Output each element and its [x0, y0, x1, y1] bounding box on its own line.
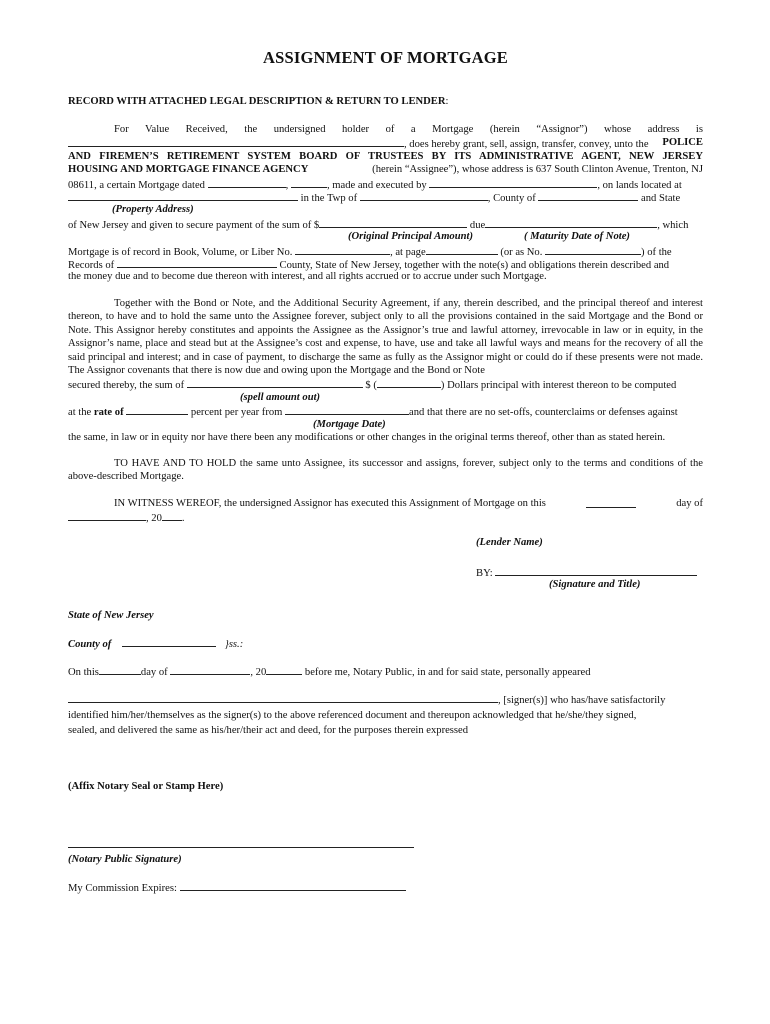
caption-mortgage-date: (Mortgage Date)	[313, 418, 386, 430]
notary-identified: identified him/her/themselves as the signer(s) to the above referenced document and thereupon acknowledged that he/she/they signed, sealed, and delivered the same as his/her/their act and deed, for the purposes therein expressed	[68, 710, 637, 737]
notary-county-line: County of }ss.:	[68, 636, 243, 651]
p2-body: Together with the Bond or Note, and the Additional Security Agreement, if any, therein described, and the principal thereof and interest thereon, to have and to hold the same unto the Assignee forever, subject only to all the provisions contained in the said Mortgage and the Bond or Note. This Assignor hereby constitutes and appoints the Assignee as the Assignor’s true and lawful attorney, irrevocable in law or in equity, in the Assignor’s name, place and stead but at the Assignee’s cost and expense, to have, use and take all lawful ways and means for the recovery of all the said principal and interest; and in case of payment, to discharge the same as fully as the Assignor might or could do if these presents were not made. The Assignor covenants that there is now due and owing upon the Mortgage and the Bond or Note	[68, 298, 703, 377]
p2-last-line: the same, in law or in equity nor have there been any modifications or other changes in the original terms thereof, other than as stated herein.	[68, 432, 666, 443]
p1-line-4: HOUSING AND MORTGAGE FINANCE AGENCY (herein “Assignee”), whose address is 637 South Clinton Avenue, Trenton, NJ	[68, 164, 703, 176]
paragraph-assignment	[68, 123, 703, 284]
p2-caption-mdate	[68, 418, 703, 431]
county-blank[interactable]	[538, 190, 638, 201]
p1-caption-row-1	[68, 203, 703, 216]
commission-expires-line: My Commission Expires:	[68, 880, 406, 895]
record-heading: RECORD WITH ATTACHED LEGAL DESCRIPTION & RETURN TO LENDER:	[68, 96, 449, 107]
notary-on-this-line: On this day of , 20 before me, Notary Public, in and for said state, personally appeared	[68, 664, 591, 679]
notary-state: State of New Jersey	[68, 610, 154, 621]
assignor-address-blank[interactable]	[68, 136, 404, 147]
p1-line-5: 08611, a certain Mortgage dated , , made and executed by , on lands located at	[68, 177, 703, 190]
township-blank[interactable]	[360, 190, 488, 201]
principal-amount-blank[interactable]	[319, 217, 467, 228]
witness-year-blank[interactable]	[162, 510, 182, 521]
maturity-date-blank[interactable]	[485, 217, 657, 228]
p4-line-1: IN WITNESS WEREOF, the undersigned Assignor has executed this Assignment of Mortgage on this day of	[114, 498, 703, 509]
notary-year-blank[interactable]	[266, 664, 302, 675]
document-title: ASSIGNMENT OF MORTGAGE	[263, 48, 508, 67]
executed-by-blank[interactable]	[429, 177, 597, 188]
p4-line-2: , 20 .	[68, 510, 703, 523]
p1-line-10: the money due and to become due thereon with interest, and all rights accrued or to accrue under such Mortgage.	[68, 271, 547, 283]
record-number-blank[interactable]	[545, 244, 641, 255]
p1-line-1: For Value Received, the undersigned holder of a Mortgage (herein “Assignor”) whose address is	[114, 124, 703, 135]
caption-lender-name: (Lender Name)	[476, 537, 543, 548]
lender-by-line: BY:	[476, 565, 697, 580]
page-number-blank[interactable]	[426, 244, 498, 255]
notary-signers-line: , [signer(s)] who has/have satisfactorily	[68, 692, 665, 707]
witness-day-blank[interactable]	[586, 497, 636, 508]
witness-month-blank[interactable]	[68, 510, 146, 521]
p1-line-9: Records of County, State of New Jersey, together with the note(s) and obligations therein described and	[68, 257, 703, 270]
caption-principal-amount: (Original Principal Amount)	[348, 231, 473, 243]
sum-words-blank[interactable]	[187, 377, 363, 388]
p1-caption-row-2	[68, 230, 703, 243]
caption-signature-title: (Signature and Title)	[549, 579, 641, 590]
rate-blank[interactable]	[126, 404, 188, 415]
notary-day-blank[interactable]	[99, 664, 141, 675]
property-address-blank[interactable]	[68, 190, 298, 201]
caption-spell-amount: (spell amount out)	[240, 391, 321, 403]
p3-body: TO HAVE AND TO HOLD the same unto Assignee, its successor and assigns, forever, subject only to the terms and conditions of the above-described Mortgage.	[68, 458, 703, 483]
p2-sum-line: secured thereby, the sum of $ ( ) Dollars principal with interest thereon to be computed	[68, 377, 703, 390]
p1-line-8: Mortgage is of record in Book, Volume, or Liber No. , at page (or as No. ) of the	[68, 244, 703, 257]
p2-caption-spell	[68, 391, 703, 404]
p1-line-7: of New Jersey and given to secure payment of the sum of $ due , which	[68, 217, 703, 230]
notary-month-blank[interactable]	[170, 664, 250, 675]
notary-signature-line[interactable]	[68, 847, 414, 848]
caption-maturity-date: ( Maturity Date of Note)	[524, 231, 630, 243]
record-heading-text: RECORD WITH ATTACHED LEGAL DESCRIPTION & RETURN TO LENDER	[68, 96, 446, 107]
notary-seal-note: (Affix Notary Seal or Stamp Here)	[68, 781, 224, 792]
p1-line-3: AND FIREMEN’S RETIREMENT SYSTEM BOARD OF TRUSTEES BY ITS ADMINISTRATIVE AGENT, NEW JERSEY	[68, 150, 703, 162]
paragraph-bond-note	[68, 297, 703, 444]
p2-rate-line: at the rate of percent per year from and that there are no set-offs, counterclaims or defenses against	[68, 404, 703, 417]
sum-amount-blank[interactable]	[377, 377, 441, 388]
paragraph-to-have-and-hold	[68, 457, 703, 484]
mortgage-date-blank[interactable]	[208, 177, 286, 188]
notary-county-blank[interactable]	[122, 636, 216, 647]
records-county-blank[interactable]	[117, 257, 277, 268]
caption-notary-signature: (Notary Public Signature)	[68, 854, 182, 865]
lender-signature-blank[interactable]	[495, 565, 697, 576]
mortgage-year-blank[interactable]	[291, 177, 327, 188]
signers-name-blank[interactable]	[68, 692, 498, 703]
mortgage-date-from-blank[interactable]	[285, 404, 409, 415]
caption-property-address: (Property Address)	[112, 204, 194, 216]
paragraph-witness	[68, 497, 703, 524]
p1-line-2: , does hereby grant, sell, assign, transfer, convey, unto the POLICE	[68, 136, 703, 149]
commission-expires-blank[interactable]	[180, 880, 406, 891]
p1-line-6: in the Twp of , County of and State	[68, 190, 703, 203]
book-number-blank[interactable]	[295, 244, 390, 255]
